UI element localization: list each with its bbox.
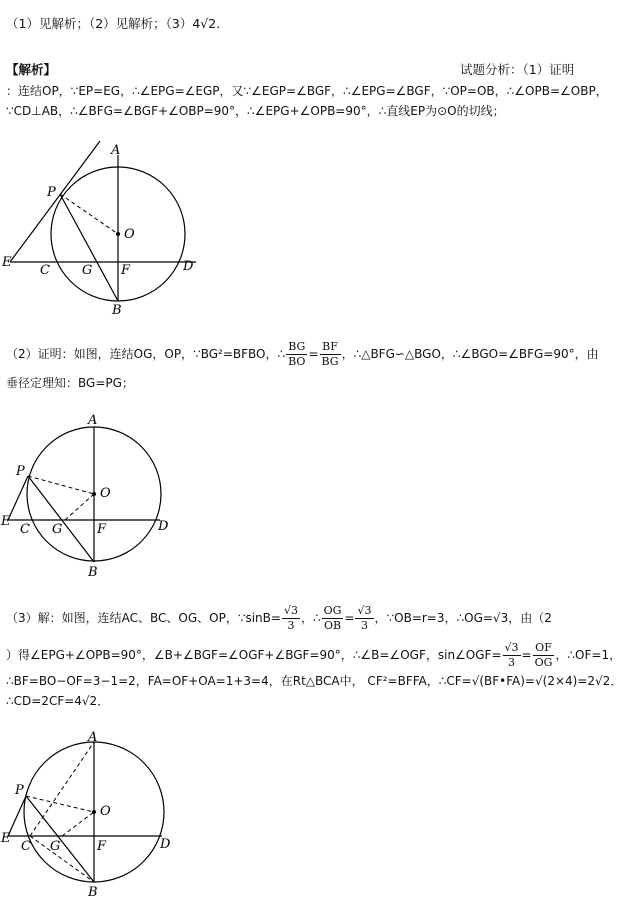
- line-pb: [28, 476, 94, 562]
- center-o-dot: [92, 810, 96, 814]
- p3-frac-den: 3: [287, 619, 295, 632]
- frac1-den: BO: [288, 355, 306, 368]
- center-o-dot: [116, 232, 120, 236]
- label-p: P: [47, 185, 56, 200]
- p3-frac-den: OG: [534, 656, 553, 669]
- frac1-num: BG: [286, 340, 307, 355]
- label-d: D: [160, 837, 171, 852]
- p3l1-c: =: [344, 611, 355, 625]
- fraction-of-og: [533, 641, 555, 670]
- part3-line3: ∴BF=BO−OF=3−1=2，FA=OF+OA=1+3=4，在Rt△BCA中， CF²=BFFA，∴CF=√(BF•FA)=√(2×4)=2√2．: [6, 674, 623, 688]
- label-f: F: [121, 263, 131, 278]
- label-a: A: [111, 143, 121, 158]
- label-g: G: [50, 839, 61, 854]
- part2-suffix: ，∴△BFG∽△BGO，∴∠BGO=∠BFG=90°，由: [341, 347, 599, 361]
- fraction-sqrt3-3-b: [355, 604, 373, 633]
- label-p: P: [15, 783, 24, 798]
- tangent-ep: [8, 796, 26, 836]
- label-o: O: [124, 227, 135, 242]
- fraction-bg-bo: [286, 340, 307, 369]
- fraction-sqrt3-3-c: [503, 641, 521, 670]
- part2-prefix: （2）证明：如图，连结OG，OP，∵BG²=BFBO，∴: [6, 347, 286, 361]
- label-c: C: [40, 263, 50, 278]
- dashed-og: [62, 812, 94, 836]
- label-e: E: [2, 255, 12, 270]
- label-c: C: [20, 522, 30, 537]
- p3-frac-den: 3: [360, 619, 368, 632]
- label-o: O: [100, 804, 111, 819]
- answer-line: （1）见解析；（2）见解析；（3）4√2．: [6, 16, 229, 31]
- p3-frac-num: OF: [533, 641, 555, 656]
- center-o-dot: [92, 492, 96, 496]
- analysis-label: 试题分析：（1）证明: [460, 62, 575, 77]
- dashed-bc: [30, 836, 94, 882]
- p3l1-d: ，∵OB=r=3，∴OG=√3，由（2: [374, 611, 552, 625]
- part2-eq: =: [308, 347, 319, 361]
- fraction-bf-bg: [320, 340, 341, 369]
- p3-frac-den: 3: [508, 656, 516, 669]
- figure-2: [0, 410, 200, 580]
- label-e: E: [1, 831, 11, 846]
- fraction-og-ob: [322, 604, 344, 633]
- p3l1-b: ，∴: [300, 611, 321, 625]
- label-a: A: [88, 413, 98, 428]
- dashed-ac: [30, 742, 94, 836]
- dashed-op: [60, 194, 118, 234]
- label-b: B: [112, 303, 122, 318]
- p3l1-a: （3）解：如图，连结AC、BC、OG、OP，∵sinB=: [6, 611, 281, 625]
- part1-line2: ∵CD⊥AB，∴∠BFG=∠BGF+∠OBP=90°，∴∠EPG+∠OPB=90°，∴直线EP为⊙O的切线；: [6, 104, 505, 118]
- part3-line4: ∴CD=2CF=4√2．: [6, 694, 110, 708]
- label-d: D: [158, 519, 169, 534]
- figure-3: [0, 728, 200, 913]
- label-f: F: [97, 839, 107, 854]
- label-o: O: [100, 486, 111, 501]
- dashed-og: [65, 494, 94, 520]
- p3-frac-num: √3: [283, 604, 298, 617]
- part1-line1: ：连结OP，∵EP=EG，∴∠EPG=∠EGP，又∵∠EGP=∠BGF，∴∠EPG=∠BGF，∵OP=OB，∴∠OPB=∠OBP，: [6, 84, 608, 98]
- frac2-den: BG: [321, 355, 339, 368]
- part3-line2: [6, 641, 621, 670]
- label-e: E: [1, 514, 11, 529]
- p3-frac-num: OG: [323, 604, 342, 617]
- p3l2-b: =: [521, 648, 532, 662]
- label-a: A: [88, 730, 98, 745]
- label-p: P: [16, 464, 25, 479]
- fraction-sqrt3-3-a: [282, 604, 300, 633]
- part2-line2: 垂径定理知：BG=PG；: [6, 376, 134, 390]
- label-b: B: [88, 565, 98, 580]
- label-c: C: [21, 839, 31, 854]
- part2-line1: [6, 340, 599, 369]
- line-pb: [60, 194, 118, 301]
- label-b: B: [88, 885, 98, 900]
- p3-frac-num: √3: [504, 641, 519, 654]
- figure-1: [0, 135, 200, 320]
- p3l2-a: ）得∠EPG+∠OPB=90°，∠B+∠BGF=∠OGF+∠BGF=90°，∴∠B=∠OGF，sin∠OGF=: [6, 648, 502, 662]
- tangent-ep: [8, 476, 28, 520]
- p3-frac-den: OB: [323, 619, 342, 632]
- label-g: G: [82, 263, 93, 278]
- p3-frac-num: √3: [357, 604, 372, 617]
- section-tag: 【解析】: [6, 62, 57, 77]
- p3l2-c: ，∴OF=1，: [555, 648, 622, 662]
- part3-line1: [6, 604, 552, 633]
- label-g: G: [52, 522, 63, 537]
- frac2-num: BF: [320, 340, 341, 355]
- label-f: F: [97, 522, 107, 537]
- dashed-op: [28, 476, 94, 494]
- label-d: D: [183, 259, 194, 274]
